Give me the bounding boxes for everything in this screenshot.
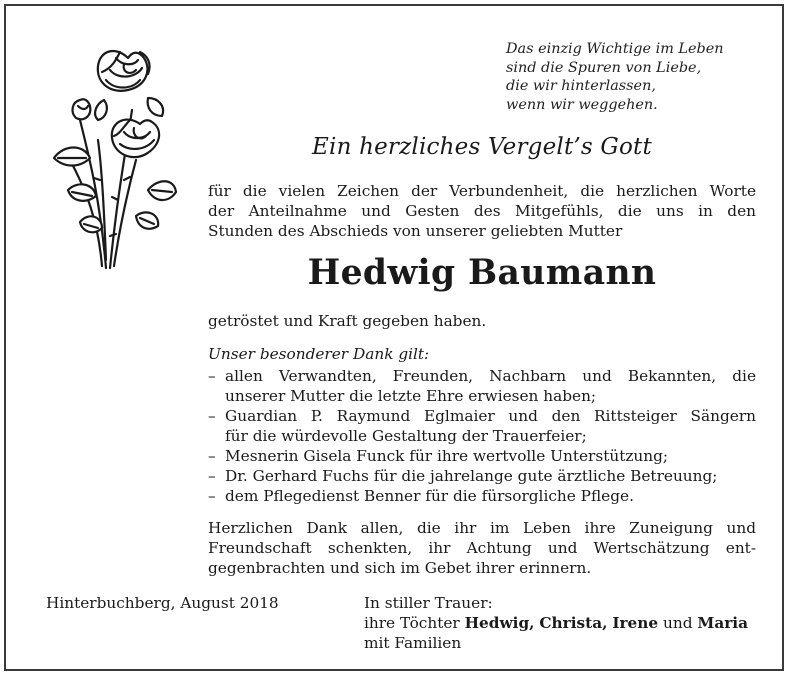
closing-line: gegenbrachten und sich im Gebet ihrer erinnern. xyxy=(208,559,592,577)
comfort-text: getröstet und Kraft gegeben haben. xyxy=(208,312,487,330)
list-item xyxy=(208,446,756,466)
motto-line: wenn wir weggehen. xyxy=(506,96,658,113)
mourner-name: Irene xyxy=(612,614,659,632)
place-date: Hinterbuchberg, August 2018 xyxy=(46,594,279,612)
mourners-prefix: ihre Töchter xyxy=(364,614,460,632)
intro-line: Stunden des Abschieds von unserer geliebten Mutter xyxy=(208,222,623,240)
notice-heading: Ein herzliches Vergelt’s Gott xyxy=(312,134,652,160)
closing-paragraph xyxy=(208,518,756,578)
deceased-name: Hedwig Baumann xyxy=(307,253,657,293)
rose-illustration-icon xyxy=(40,40,180,270)
list-item xyxy=(208,466,756,486)
mourner-name: Christa, xyxy=(539,614,608,632)
dash-bullet: – xyxy=(208,467,216,485)
thanks-list xyxy=(208,366,756,506)
closing-line: Freundschaft schenkten, ihr Achtung und Wertschätzung ent- xyxy=(208,539,756,557)
intro-paragraph xyxy=(208,181,756,241)
list-item-line: dem Pflegedienst Benner für die fürsorgliche Pflege. xyxy=(225,487,634,505)
list-item-line: unserer Mutter die letzte Ehre erwiesen haben; xyxy=(225,387,597,405)
list-item xyxy=(208,406,756,446)
closing-line: Herzlichen Dank allen, die ihr im Leben ihre Zuneigung und xyxy=(208,519,756,537)
intro-line: der Anteilnahme und Gesten des Mitgefühls, die uns in den xyxy=(208,202,756,220)
motto-verse xyxy=(506,40,756,114)
dash-bullet: – xyxy=(208,487,216,505)
obituary-notice xyxy=(4,4,784,671)
motto-line: sind die Spuren von Liebe, xyxy=(506,59,702,76)
list-item-line: für die würdevolle Gestaltung der Trauerfeier; xyxy=(225,427,587,445)
intro-line: für die vielen Zeichen der Verbundenheit, die herzlichen Worte xyxy=(208,182,756,200)
dash-bullet: – xyxy=(208,367,216,385)
mourners-label: In stiller Trauer: xyxy=(364,594,493,612)
dash-bullet: – xyxy=(208,447,216,465)
dash-bullet: – xyxy=(208,407,216,425)
thanks-label: Unser besonderer Dank gilt: xyxy=(208,345,430,363)
mourners-block xyxy=(364,593,764,653)
mourner-name: Hedwig, xyxy=(464,614,535,632)
list-item xyxy=(208,366,756,406)
list-item-line: allen Verwandten, Freunden, Nachbarn und Bekannten, die xyxy=(225,367,756,385)
list-item-line: Dr. Gerhard Fuchs für die jahrelange gute ärztliche Betreuung; xyxy=(225,467,718,485)
mourner-name: Maria xyxy=(697,614,749,632)
list-item xyxy=(208,486,756,506)
list-item-line: Guardian P. Raymund Eglmaier und den Rittsteiger Sängern xyxy=(225,407,756,425)
mourners-suffix: mit Familien xyxy=(364,634,462,652)
motto-line: die wir hinterlassen, xyxy=(506,78,656,94)
motto-line: Das einzig Wichtige im Leben xyxy=(506,41,724,57)
mourners-conjunction: und xyxy=(663,614,693,632)
list-item-line: Mesnerin Gisela Funck für ihre wertvolle Unterstützung; xyxy=(225,447,669,465)
mourners-names xyxy=(364,613,764,633)
